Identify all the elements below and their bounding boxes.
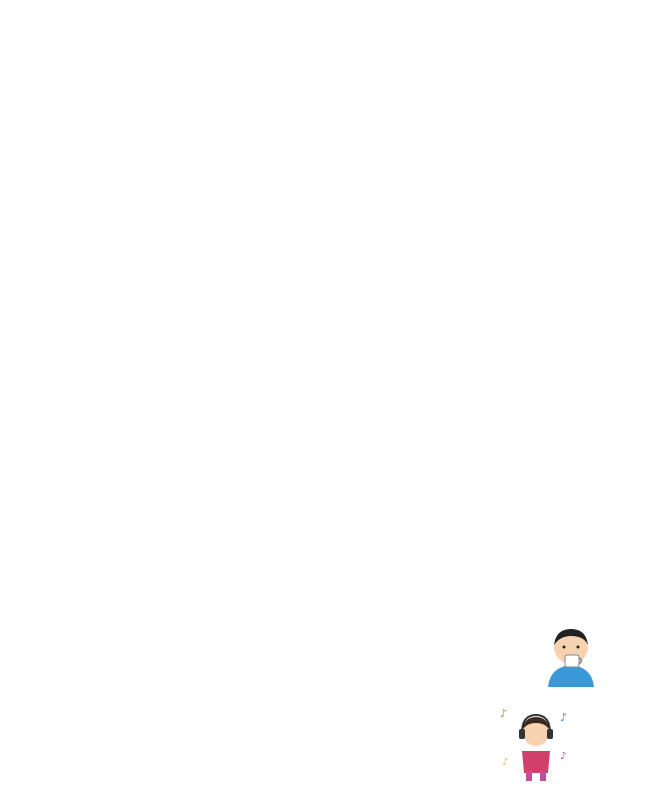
article-body bbox=[60, 233, 620, 319]
svg-text:♪: ♪ bbox=[560, 751, 567, 762]
person-listening-music-icon bbox=[498, 703, 574, 783]
svg-text:♪: ♪ bbox=[502, 757, 509, 768]
counselor-banner bbox=[60, 50, 600, 234]
svg-text:♪: ♪ bbox=[560, 711, 568, 724]
person-drinking-icon bbox=[540, 625, 602, 687]
svg-text:♪: ♪ bbox=[500, 707, 508, 720]
